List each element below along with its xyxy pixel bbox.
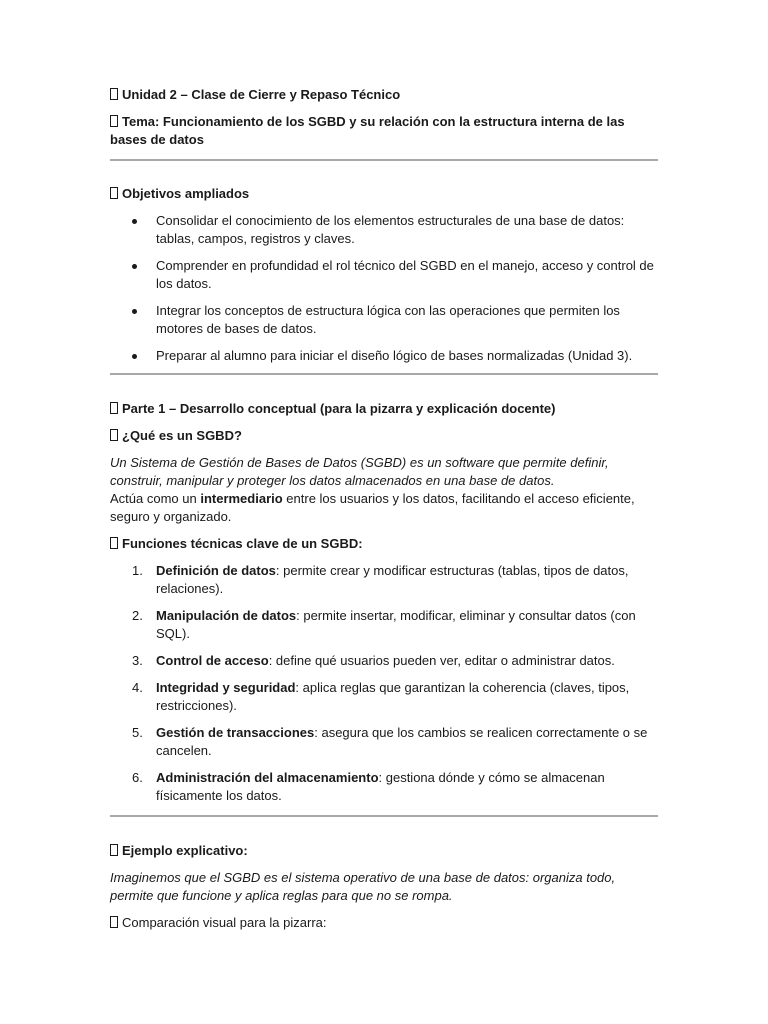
list-item: 3. Control de acceso: define qué usuarios pueden ver, editar o administrar datos.: [132, 653, 615, 668]
funciones-heading: Funciones técnicas clave de un SGBD:: [110, 535, 658, 553]
ejemplo-text: Imaginemos que el SGBD es el sistema operativo de una base de datos: organiza todo, permite que funcione y aplica reglas para que no se rompa.: [110, 870, 616, 903]
missing-glyph-icon: [110, 402, 118, 414]
sgbd-role-paragraph: Actúa como un intermediario entre los usuarios y los datos, facilitando el acceso eficiente, seguro y organizado.: [110, 491, 635, 524]
parte1-heading: Parte 1 – Desarrollo conceptual (para la pizarra y explicación docente): [110, 400, 658, 418]
missing-glyph-icon: [110, 429, 118, 441]
document-content: [110, 84, 658, 932]
list-item: 6. Administración del almacenamiento: gestiona dónde y cómo se almacenan físicamente los datos.: [132, 770, 605, 803]
missing-glyph-icon: [110, 88, 118, 100]
objetivos-list: [110, 212, 658, 365]
section-divider: [110, 815, 658, 817]
tema-title: Tema: Funcionamiento de los SGBD y su relación con la estructura interna de las bases de datos: [110, 114, 625, 147]
section-divider: [110, 373, 658, 375]
section-divider: [110, 159, 658, 161]
missing-glyph-icon: [110, 187, 118, 199]
missing-glyph-icon: [110, 844, 118, 856]
missing-glyph-icon: [110, 537, 118, 549]
comparacion-line: Comparación visual para la pizarra:: [110, 914, 658, 932]
list-item: 5. Gestión de transacciones: asegura que los cambios se realicen correctamente o se cancelen.: [132, 725, 648, 758]
funciones-list: [110, 562, 658, 805]
unidad-title: Unidad 2 – Clase de Cierre y Repaso Técnico: [110, 86, 658, 104]
list-item: Preparar al alumno para iniciar el diseño lógico de bases normalizadas (Unidad 3).: [110, 347, 658, 365]
objetivos-heading: Objetivos ampliados: [110, 185, 658, 203]
que-es-heading: ¿Qué es un SGBD?: [110, 427, 658, 445]
list-item: Consolidar el conocimiento de los elementos estructurales de una base de datos: tablas, campos, registros y claves.: [110, 212, 658, 248]
list-item: Integrar los conceptos de estructura lógica con las operaciones que permiten los motores de bases de datos.: [110, 302, 658, 338]
missing-glyph-icon: [110, 115, 118, 127]
list-item: 2. Manipulación de datos: permite insertar, modificar, eliminar y consultar datos (con SQL).: [132, 608, 636, 641]
list-item: 4. Integridad y seguridad: aplica reglas que garantizan la coherencia (claves, tipos, restricciones).: [132, 680, 630, 713]
missing-glyph-icon: [110, 916, 118, 928]
ejemplo-heading: Ejemplo explicativo:: [110, 842, 658, 860]
sgbd-definition: Un Sistema de Gestión de Bases de Datos (SGBD) es un software que permite definir, construir, manipular y proteger los datos almacenados en una base de datos.: [110, 455, 609, 488]
list-item: Comprender en profundidad el rol técnico del SGBD en el manejo, acceso y control de los datos.: [110, 257, 658, 293]
list-item: 1. Definición de datos: permite crear y modificar estructuras (tablas, tipos de datos, relaciones).: [132, 563, 629, 596]
